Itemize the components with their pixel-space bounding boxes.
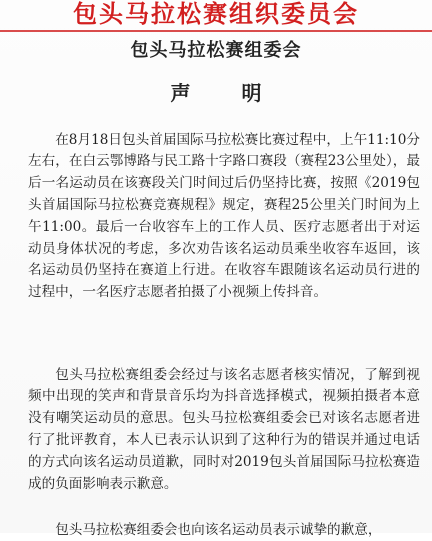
- header-divider: [0, 30, 432, 32]
- statement-paragraph-1: 在8月18日包头首届国际马拉松赛比赛过程中，上午11:10分左右，在白云鄂博路与民工路十字路口赛段（赛程23公里处），最后一名运动员在该赛段关门时间过后仍坚持比赛，按照《2019包头首届国际马拉松赛竞赛规程》规定，赛程25公里关门时间为上午11:00。最后一台收容车上的工作人员、医疗志愿者出于对运动员身体状况的考虑，多次劝告该名运动员乘坐收容车返回，该名运动员仍坚持在赛道上行进。在收容车跟随该名运动员行进的过程中，一名医疗志愿者拍摄了小视频上传抖音。: [28, 131, 420, 301]
- committee-title: 包头马拉松赛组委会: [130, 40, 302, 61]
- statement-paragraph-3: 包头马拉松赛组委会也向该名运动员表示诚挚的歉意，: [55, 521, 382, 538]
- statement-paragraph-2: 包头马拉松赛组委会经过与该名志愿者核实情况，了解到视频中出现的笑声和背景音乐均为抖音选择模式，视频拍摄者本意没有嘲笑运动员的意思。包头马拉松赛组委会已对该名志愿者进行了批评教育，本人已表示认识到了这种行为的错误并通过电话的方式向该名运动员道歉，同时对2019包头首届国际马拉松赛造成的负面影响表示歉意。: [28, 366, 420, 492]
- statement-heading: 声 明: [170, 81, 284, 105]
- organizer-banner: 包头马拉松赛组织委员会: [73, 0, 359, 28]
